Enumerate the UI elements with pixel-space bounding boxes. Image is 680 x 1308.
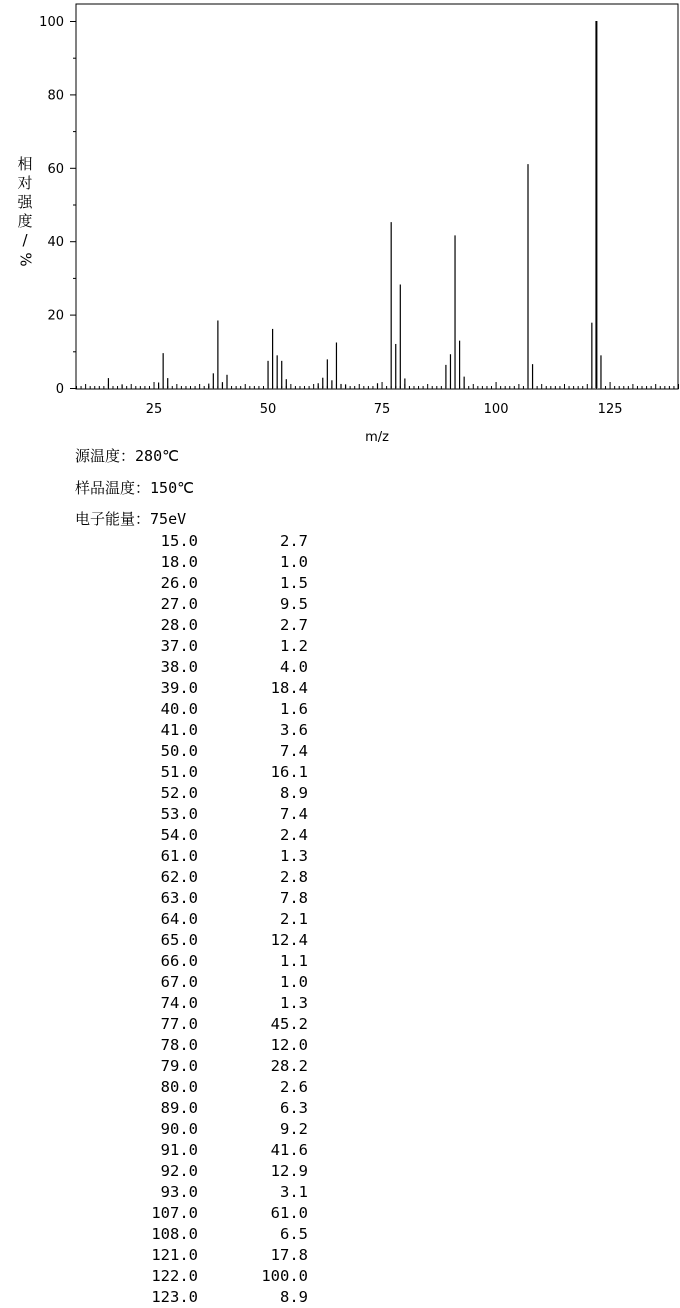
peak-mz: 38.0: [160, 658, 198, 676]
table-row: [0, 531, 340, 552]
table-row: [0, 657, 340, 678]
peak-abundance: 7.4: [280, 805, 308, 823]
y-tick-label: 80: [47, 88, 64, 104]
electron-energy: [75, 508, 186, 529]
peak-mz: 65.0: [160, 931, 198, 949]
table-row: [0, 909, 340, 930]
table-row: [0, 972, 340, 993]
peak-abundance: 1.6: [280, 700, 308, 718]
peak-abundance: 16.1: [270, 763, 308, 781]
table-row: [0, 846, 340, 867]
peak-abundance: 1.1: [280, 952, 308, 970]
table-row: [0, 1140, 340, 1161]
peak-mz: 26.0: [160, 574, 198, 592]
peak-mz: 62.0: [160, 868, 198, 886]
peak-abundance: 2.1: [280, 910, 308, 928]
table-row: [0, 1119, 340, 1140]
table-row: [0, 573, 340, 594]
peak-mz: 39.0: [160, 679, 198, 697]
table-row: [0, 1098, 340, 1119]
table-row: [0, 1182, 340, 1203]
peak-mz: 51.0: [160, 763, 198, 781]
table-row: [0, 1203, 340, 1224]
peak-abundance: 17.8: [270, 1246, 308, 1264]
y-tick-label: 100: [39, 15, 64, 30]
peak-abundance: 2.7: [280, 616, 308, 634]
peak-mz: 61.0: [160, 847, 198, 865]
peak-abundance: 1.3: [280, 994, 308, 1012]
peak-abundance: 2.7: [280, 532, 308, 550]
y-axis-label-char: 强: [17, 193, 33, 211]
peak-abundance: 7.8: [280, 889, 308, 907]
peak-abundance: 12.9: [270, 1162, 308, 1180]
axis-ticks: [70, 22, 679, 390]
x-tick-label: 50: [259, 402, 277, 417]
table-row: [0, 636, 340, 657]
peak-mz: 108.0: [151, 1225, 198, 1243]
x-tick-label: 25: [145, 402, 163, 417]
peak-mz: 77.0: [160, 1015, 198, 1033]
source-temperature-value: 280℃: [135, 447, 179, 465]
peak-mz: 79.0: [160, 1057, 198, 1075]
peak-mz: 74.0: [160, 994, 198, 1012]
peak-mz: 89.0: [160, 1099, 198, 1117]
peak-abundance: 100.0: [261, 1267, 308, 1285]
plot-frame: [76, 4, 678, 389]
peak-mz: 121.0: [151, 1246, 198, 1264]
peak-abundance: 12.4: [270, 931, 308, 949]
peak-abundance: 45.2: [270, 1015, 308, 1033]
y-axis-label: [14, 155, 36, 269]
y-tick-label: 60: [47, 161, 64, 177]
peak-mz: 40.0: [160, 700, 198, 718]
peak-mz: 123.0: [151, 1288, 198, 1306]
peak-mz: 93.0: [160, 1183, 198, 1201]
peak-abundance: 9.5: [280, 595, 308, 613]
peak-abundance: 6.3: [280, 1099, 308, 1117]
peak-abundance: 2.6: [280, 1078, 308, 1096]
y-axis-label-char: /: [22, 231, 28, 249]
spectrum-bars: [108, 21, 601, 388]
peak-abundance: 1.0: [280, 553, 308, 571]
table-row: [0, 552, 340, 573]
peak-abundance: 2.4: [280, 826, 308, 844]
y-tick-label: 40: [47, 235, 64, 251]
peak-mz: 91.0: [160, 1141, 198, 1159]
x-tick-label: 125: [597, 402, 623, 417]
peak-mz: 90.0: [160, 1120, 198, 1138]
y-axis-label-char: 度: [17, 212, 33, 230]
peak-mz: 63.0: [160, 889, 198, 907]
table-row: [0, 804, 340, 825]
peak-table: [0, 531, 340, 1308]
table-row: [0, 1077, 340, 1098]
peak-mz: 18.0: [160, 553, 198, 571]
peak-abundance: 1.3: [280, 847, 308, 865]
peak-mz: 53.0: [160, 805, 198, 823]
table-row: [0, 783, 340, 804]
table-row: [0, 1035, 340, 1056]
peak-abundance: 1.5: [280, 574, 308, 592]
peak-mz: 41.0: [160, 721, 198, 739]
peak-mz: 64.0: [160, 910, 198, 928]
peak-abundance: 41.6: [270, 1141, 308, 1159]
mass-spectrum-chart: [0, 0, 680, 445]
table-row: [0, 1014, 340, 1035]
peak-abundance: 3.6: [280, 721, 308, 739]
y-tick-label: 20: [47, 308, 64, 324]
peak-mz: 78.0: [160, 1036, 198, 1054]
table-row: [0, 1287, 340, 1308]
electron-energy-label: 电子能量：: [75, 510, 151, 528]
peak-mz: 67.0: [160, 973, 198, 991]
peak-mz: 52.0: [160, 784, 198, 802]
peak-abundance: 6.5: [280, 1225, 308, 1243]
peak-mz: 27.0: [160, 595, 198, 613]
peak-abundance: 9.2: [280, 1120, 308, 1138]
peak-abundance: 7.4: [280, 742, 308, 760]
y-axis-label-char: 对: [17, 174, 33, 192]
sample-temperature: [75, 477, 194, 498]
sample-temperature-label: 样品温度：: [75, 479, 151, 497]
peak-abundance: 28.2: [270, 1057, 308, 1075]
table-row: [0, 951, 340, 972]
table-row: [0, 615, 340, 636]
table-row: [0, 741, 340, 762]
peak-abundance: 2.8: [280, 868, 308, 886]
source-temperature-label: 源温度：: [75, 447, 136, 465]
electron-energy-value: 75eV: [150, 510, 187, 528]
y-axis-label-char: 相: [17, 155, 33, 173]
peak-mz: 66.0: [160, 952, 198, 970]
x-axis-label: m/z: [365, 430, 389, 445]
peak-mz: 15.0: [160, 532, 198, 550]
table-row: [0, 720, 340, 741]
x-tick-label: 75: [373, 402, 391, 417]
peak-mz: 37.0: [160, 637, 198, 655]
peak-mz: 80.0: [160, 1078, 198, 1096]
peak-abundance: 3.1: [280, 1183, 308, 1201]
y-axis-label-char: %: [16, 252, 35, 267]
table-row: [0, 762, 340, 783]
peak-mz: 122.0: [151, 1267, 198, 1285]
table-row: [0, 1056, 340, 1077]
peak-abundance: 1.2: [280, 637, 308, 655]
table-row: [0, 594, 340, 615]
table-row: [0, 1161, 340, 1182]
table-row: [0, 825, 340, 846]
peak-abundance: 12.0: [270, 1036, 308, 1054]
source-temperature: [75, 445, 179, 466]
tick-labels: [39, 15, 622, 417]
peak-abundance: 8.9: [280, 784, 308, 802]
table-row: [0, 699, 340, 720]
table-row: [0, 867, 340, 888]
peak-mz: 107.0: [151, 1204, 198, 1222]
x-tick-label: 100: [483, 402, 509, 417]
peak-abundance: 18.4: [270, 679, 308, 697]
peak-mz: 50.0: [160, 742, 198, 760]
y-tick-label: 0: [55, 382, 64, 397]
peak-mz: 28.0: [160, 616, 198, 634]
table-row: [0, 930, 340, 951]
peak-abundance: 4.0: [280, 658, 308, 676]
peak-abundance: 61.0: [270, 1204, 308, 1222]
peak-mz: 92.0: [160, 1162, 198, 1180]
table-row: [0, 888, 340, 909]
table-row: [0, 1224, 340, 1245]
peak-mz: 54.0: [160, 826, 198, 844]
peak-abundance: 8.9: [280, 1288, 308, 1306]
table-row: [0, 678, 340, 699]
peak-abundance: 1.0: [280, 973, 308, 991]
sample-temperature-value: 150℃: [150, 479, 194, 497]
table-row: [0, 1245, 340, 1266]
table-row: [0, 993, 340, 1014]
table-row: [0, 1266, 340, 1287]
